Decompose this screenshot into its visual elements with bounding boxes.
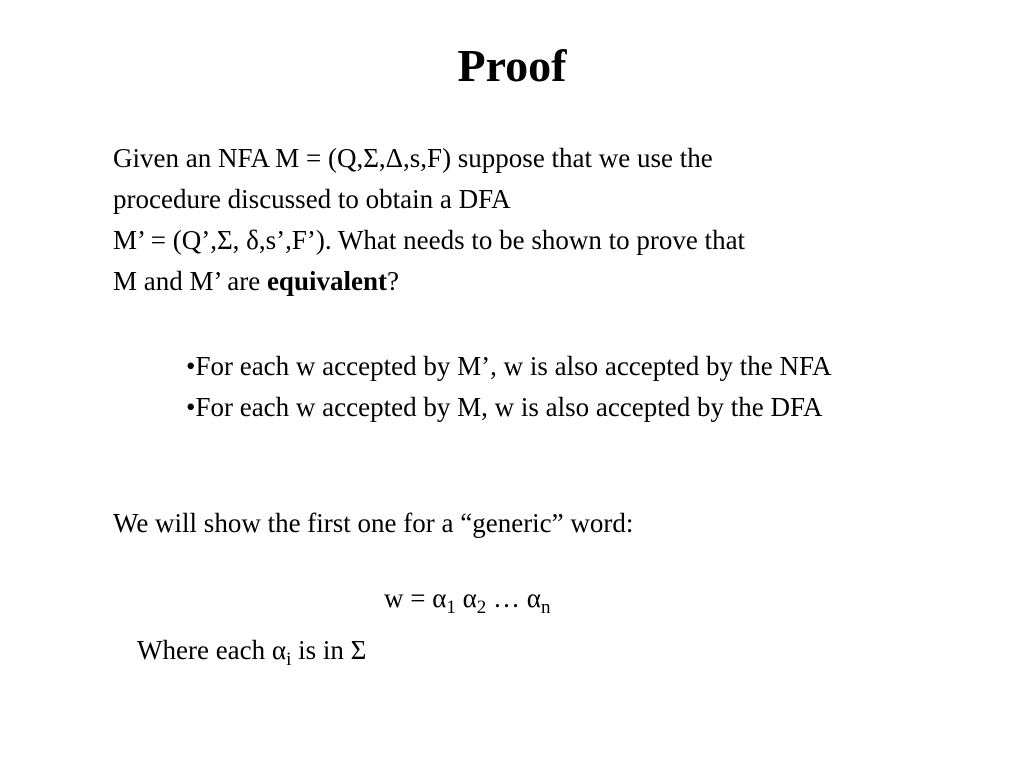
- formula-alpha-n: α: [526, 583, 541, 613]
- intro-line-4-suffix: ?: [386, 266, 399, 296]
- intro-line-1: Given an NFA M = (Q,Σ,Δ,s,F) suppose that we use the: [113, 143, 713, 173]
- intro-paragraph: [113, 138, 993, 302]
- formula-sub-2: 2: [476, 597, 487, 618]
- formula-lhs: w =: [384, 583, 433, 613]
- equivalent-emphasis: equivalent: [266, 266, 387, 296]
- formula-alpha-1: α: [432, 583, 447, 613]
- where-clause: [137, 630, 366, 671]
- generic-word-text: We will show the first one for a “generic” word:: [113, 508, 634, 538]
- where-suffix: is in Σ: [291, 635, 367, 665]
- intro-line-4-prefix: M and M’ are: [113, 266, 267, 296]
- where-prefix: Where each: [137, 635, 272, 665]
- formula-ellipsis: …: [486, 583, 527, 613]
- intro-line-3: M’ = (Q’,Σ, δ,s’,F’). What needs to be shown to prove that: [113, 225, 746, 255]
- intro-line-2: procedure discussed to obtain a DFA: [113, 184, 511, 214]
- bullet-item-dfa: •For each w accepted by M, w is also accepted by the DFA: [186, 392, 823, 422]
- where-alpha: α: [271, 635, 287, 665]
- formula-sub-1: 1: [446, 597, 456, 618]
- where-sub-i: i: [286, 649, 292, 670]
- intro-line-4: [113, 261, 993, 302]
- slide-title: Proof: [457, 40, 567, 91]
- bullet-item-nfa: •For each w accepted by M’, w is also accepted by the NFA: [186, 351, 832, 381]
- bullet-list: [186, 346, 1016, 428]
- formula-sub-n: n: [540, 597, 551, 618]
- word-formula: [384, 578, 550, 619]
- formula-alpha-2: α: [462, 583, 477, 613]
